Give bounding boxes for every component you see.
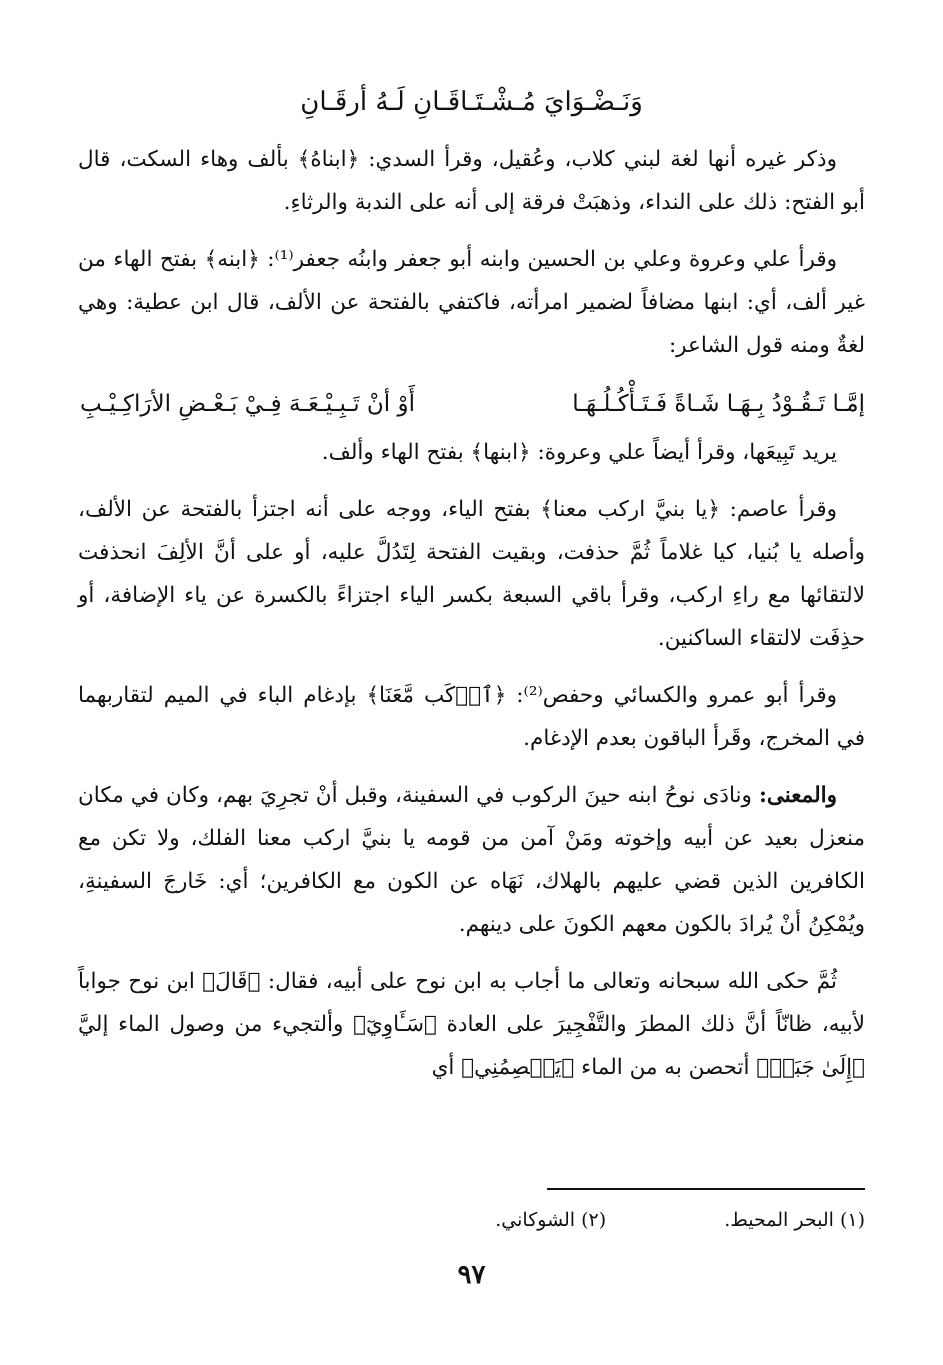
meaning-text: ونادَى نوحُ ابنه حينَ الركوب في السفينة، وقبل أنْ تجرِيَ بهم، وكان في مكان منعزل بعيد عن أبيه وإخوته ومَنْ آمن من قومه يا بنيَّ اركب معنا الفلك، ولا تكن مع الكافرين الذين قضي عليهم بالهلاك، نَهَاه عن الكون مع الكافرين؛ أي: خَارجَ السفينةِ، ويُمْكِنُ أنْ يُرادَ بالكون معهم الكونَ على دينهم.	[78, 783, 865, 937]
footnote-1: (١) البحر المحيط.	[724, 1209, 865, 1231]
running-header: وَنَـضْـوَايَ مُـشْـتَـاقَـانِ لَـهُ أرقَـانِ	[300, 87, 643, 117]
paragraph: وذكر غيره أنها لغة لبني كلاب، وعُقيل، وقرأ السدي: ﴿ابناهُ﴾ بألف وهاء السكت، قال أبو الفتح: ذلك على النداء، وذهبَتْ فرقة إلى أنه على الندبة والرثاءِ.	[78, 147, 865, 215]
poetry-verse	[78, 381, 865, 427]
paragraph: وقرأ أبو عمرو والكسائي وحفص⁽²⁾: ﴿ٱرۡكَب مَّعَنَا﴾ بإدغام الباء في الميم لتقاربهما في المخرج، وقَرأ الباقون بعدم الإدغام.	[78, 683, 865, 751]
meaning-label: والمعنى:	[758, 783, 837, 808]
paragraph: ثُمَّ حكى الله سبحانه وتعالى ما أجاب به ابن نوح على أبيه، فقال: ﴿قَالَ﴾ ابن نوح جواباً لأبيه، ظانّاً أنَّ ذلك المطرَ والتَّفْجِيرَ على العادة ﴿سَـَٔاوِيٓ﴾ وألتجيء من وصول الماء إليَّ ﴿إِلَىٰ جَبَلٖ﴾ أتحصن به من الماء ﴿يَعۡصِمُنِي﴾ أي	[78, 969, 865, 1080]
meaning-paragraph	[78, 774, 865, 946]
paragraph: وقرأ علي وعروة وعلي بن الحسين وابنه أبو جعفر وابنُه جعفر⁽¹⁾: ﴿ابنه﴾ بفتح الهاء من غير ألف، أي: ابنها مضافاً لضمير امرأته، فاكتفي بالفتحة عن الألف، قال ابن عطية: وهي لغةٌ ومنه قول الشاعر:	[78, 247, 865, 358]
paragraph: يريد تَبِيعَها، وقرأ أيضاً علي وعروة: ﴿ابنها﴾ بفتح الهاء وألف.	[321, 440, 837, 465]
footnote-divider	[547, 1188, 865, 1190]
verse-first-hemistich: إمَّـا تَـقُـوْدُ بِـهَـا شَـاةً فَـتَـأْكُـلُـهَـا	[572, 391, 865, 417]
footnote-2: (٢) الشوكاني.	[495, 1209, 607, 1231]
footnotes	[78, 1203, 865, 1237]
verse-second-hemistich: أَوْ أنْ تَـبِـيْـعَـهَ فِـيْ بَـعْـضِ الأرَاكِـيْـبِ	[80, 391, 416, 417]
paragraph: وقرأ عاصم: ﴿يا بنيَّ اركب معنا﴾ بفتح الياء، ووجه على أنه اجتزأ بالفتحة عن الألف، وأصله يا بُنيا، كيا غلاماً ثُمَّ حذفت، وبقيت الفتحة لِتَدُلَّ عليه، أو على أنَّ الألِفَ انحذفت لالتقائها مع راءِ اركب، وقرأ باقي السبعة بكسر الياء اجتزاءً بالكسرة عن ياء الإضافة، أو حذِفَت لالتقاء الساكنين.	[78, 497, 865, 651]
body-text	[78, 138, 865, 1103]
page-number: ٩٧	[457, 1260, 486, 1290]
